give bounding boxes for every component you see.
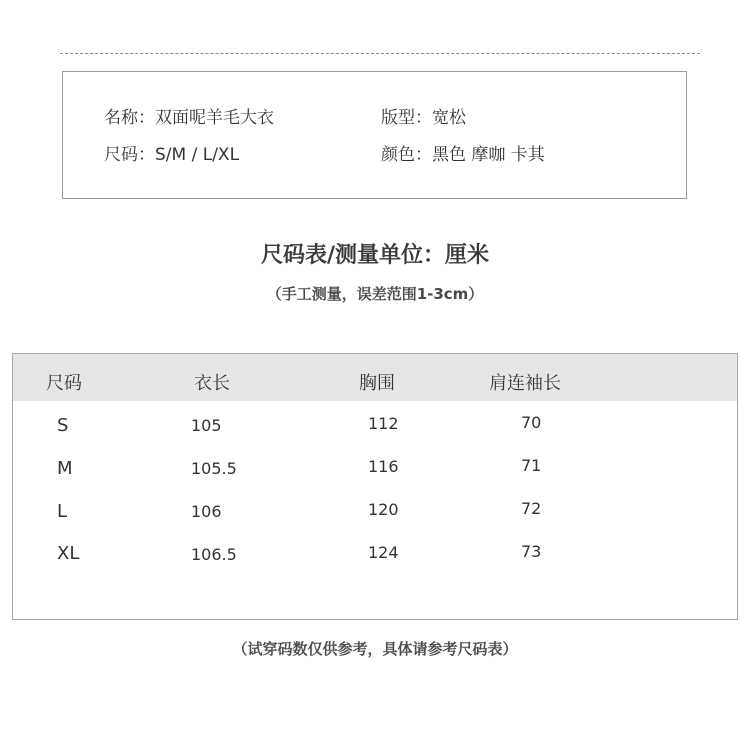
cell-length: 106.5 (191, 545, 237, 564)
size-table (12, 353, 738, 620)
cell-size: S (57, 415, 69, 436)
cell-length: 105.5 (191, 459, 237, 478)
cell-length: 106 (191, 502, 222, 521)
cell-chest: 112 (368, 414, 399, 433)
cell-size: XL (57, 543, 80, 564)
header-length: 衣长 (194, 373, 230, 394)
cell-chest: 116 (368, 457, 399, 476)
cell-length: 105 (191, 416, 222, 435)
product-fit: 版型：宽松 (381, 108, 466, 128)
cell-sleeve: 71 (521, 456, 542, 475)
measurement-note: （手工测量，误差范围1-3cm） (266, 285, 484, 303)
product-name: 名称：双面呢羊毛大衣 (104, 108, 274, 128)
fit-disclaimer: （试穿码数仅供参考，具体请参考尺码表） (232, 640, 518, 658)
header-chest: 胸围 (359, 373, 395, 394)
dashed-divider (60, 53, 700, 54)
table-header (13, 354, 737, 401)
product-sizes: 尺码：S/M / L/XL (104, 145, 240, 165)
cell-sleeve: 72 (521, 499, 542, 518)
cell-sleeve: 73 (521, 542, 542, 561)
cell-sleeve: 70 (521, 413, 542, 432)
cell-chest: 124 (368, 543, 399, 562)
cell-size: L (57, 501, 68, 522)
header-sleeve: 肩连袖长 (489, 373, 561, 394)
cell-chest: 120 (368, 500, 399, 519)
header-size: 尺码 (46, 373, 82, 394)
size-chart-title: 尺码表/测量单位：厘米 (260, 243, 490, 268)
product-info-box (62, 71, 687, 199)
cell-size: M (57, 458, 73, 479)
product-colors: 颜色：黑色 摩咖 卡其 (381, 145, 545, 165)
